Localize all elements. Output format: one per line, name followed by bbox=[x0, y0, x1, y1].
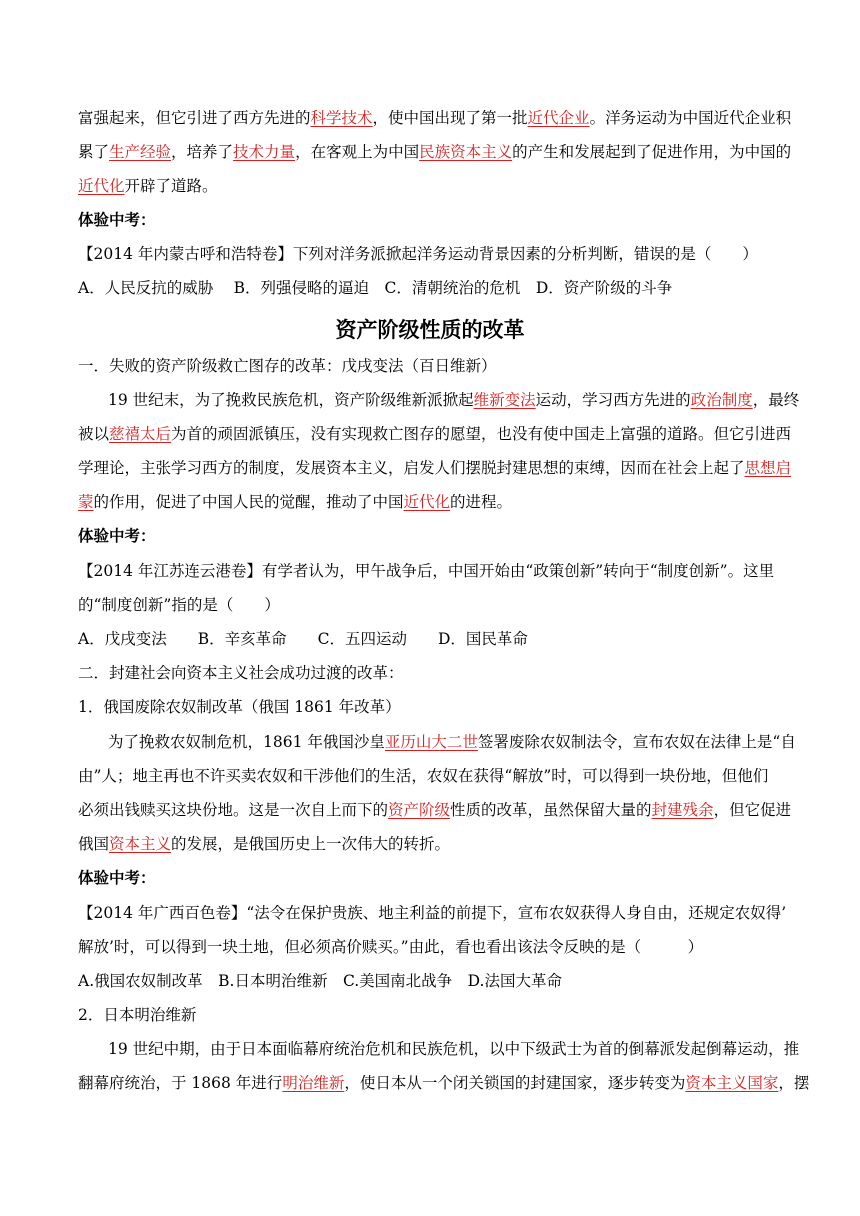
highlight-term: 慈禧太后 bbox=[109, 425, 172, 443]
highlight-term: 维新变法 bbox=[473, 391, 536, 409]
text: ，但它促进 bbox=[713, 801, 792, 819]
text: ，在客观上为中国 bbox=[295, 143, 420, 161]
highlight-term: 生产经验 bbox=[109, 143, 172, 161]
subsection-title: 1．俄国废除农奴制改革（俄国 1861 年改革） bbox=[78, 698, 401, 716]
exam-options: A.俄国农奴制改革 B.日本明治维新 C.美国南北战争 D.法国大革命 bbox=[78, 972, 562, 990]
text: 的作用，促进了中国人民的觉醒，推动了中国 bbox=[93, 493, 404, 511]
exam-question bbox=[78, 244, 758, 264]
text: ，最终 bbox=[752, 391, 800, 409]
paragraph-line: 由”人；地主再也不许买卖农奴和干涉他们的生活，农奴在获得“解放”时，可以得到一块份地，但他们 bbox=[78, 767, 769, 785]
highlight-term: 近代企业 bbox=[527, 109, 590, 127]
highlight-term: 技术力量 bbox=[233, 143, 296, 161]
text: 为首的顽固派镇压，没有实现救亡图存的愿望，也没有使中国走上富强的道路。但它引进西 bbox=[171, 425, 792, 443]
highlight-term: 资本主义国家 bbox=[685, 1074, 779, 1092]
text: 为了挽救农奴制危机，1861 年俄国沙皇 bbox=[108, 733, 385, 751]
highlight-term: 封建残余 bbox=[651, 801, 714, 819]
text: 被以 bbox=[78, 425, 110, 443]
exam-question: 解放’时，可以得到一块土地，但必须高价赎买。”由此，看也看出该法令反映的是（ ） bbox=[78, 938, 704, 956]
text: 的进程。 bbox=[450, 493, 513, 511]
text: 19 世纪末，为了挽救民族危机，资产阶级维新派掀起 bbox=[108, 391, 474, 409]
exam-question: 的“制度创新”指的是（ ） bbox=[78, 596, 280, 614]
text: ，使中国出现了第一批 bbox=[372, 109, 528, 127]
highlight-term: 思想启 bbox=[744, 459, 792, 477]
paragraph-line bbox=[78, 108, 791, 128]
highlight-term: 蒙 bbox=[78, 493, 94, 511]
text: ，摆 bbox=[778, 1074, 810, 1092]
text: 的发展，是俄国历史上一次伟大的转折。 bbox=[171, 835, 451, 853]
exam-label: 体验中考： bbox=[78, 210, 156, 229]
exam-question: 【2014 年广西百色卷】“法令在保护贵族、地主利益的前提下，宣布农奴获得人身自由，还规定农奴得’ bbox=[78, 904, 787, 922]
highlight-term: 近代化 bbox=[78, 177, 125, 195]
exam-label: 体验中考： bbox=[78, 868, 156, 887]
paragraph-line bbox=[78, 492, 512, 512]
part-title: 一．失败的资产阶级救亡图存的改革：戊戌变法（百日维新） bbox=[78, 357, 497, 375]
text: 的产生和发展起到了促进作用，为中国的 bbox=[512, 143, 792, 161]
text: ，培养了 bbox=[171, 143, 234, 161]
exam-label: 体验中考： bbox=[78, 526, 156, 545]
paragraph-line bbox=[78, 800, 791, 820]
paragraph-line bbox=[78, 1073, 809, 1093]
subsection-title: 2．日本明治维新 bbox=[78, 1006, 197, 1024]
highlight-term: 民族资本主义 bbox=[419, 143, 513, 161]
text: 开辟了道路。 bbox=[124, 177, 218, 195]
highlight-term: 政治制度 bbox=[690, 391, 753, 409]
paragraph-line bbox=[78, 176, 218, 196]
paragraph-line bbox=[108, 732, 796, 752]
paragraph-line bbox=[78, 424, 791, 444]
highlight-term: 近代化 bbox=[403, 493, 451, 511]
exam-question: 【2014 年江苏连云港卷】有学者认为，甲午战争后，中国开始由“政策创新”转向于“制度创新”。这里 bbox=[78, 562, 775, 580]
text: 运动，学习西方先进的 bbox=[535, 391, 691, 409]
text: 。洋务运动为中国近代企业积 bbox=[589, 109, 792, 127]
text: 必须出钱赎买这块份地。这是一次自上而下的 bbox=[78, 801, 389, 819]
text: 累了 bbox=[78, 143, 110, 161]
text: 翻幕府统治，于 1868 年进行 bbox=[78, 1074, 283, 1092]
text: 俄国 bbox=[78, 835, 110, 853]
section-heading: 资产阶级性质的改革 bbox=[335, 318, 525, 342]
exam-options: A．戊戌变法 B．辛亥革命 C．五四运动 D．国民革命 bbox=[78, 630, 528, 648]
part-title: 二．封建社会向资本主义社会成功过渡的改革： bbox=[78, 664, 404, 682]
paragraph-line bbox=[108, 390, 799, 410]
text: 性质的改革，虽然保留大量的 bbox=[450, 801, 652, 819]
exam-options: A．人民反抗的威胁 B．列强侵略的逼迫 C．清朝统治的危机 D．资产阶级的斗争 bbox=[78, 279, 673, 297]
text: 学理论，主张学习西方的制度，发展资本主义，启发人们摆脱封建思想的束缚，因而在社会上起了 bbox=[78, 459, 745, 477]
highlight-term: 科学技术 bbox=[310, 109, 373, 127]
text: ，使日本从一个闭关锁国的封建国家，逐步转变为 bbox=[344, 1074, 686, 1092]
highlight-term: 亚历山大二世 bbox=[384, 733, 478, 751]
highlight-term: 资产阶级 bbox=[388, 801, 451, 819]
paragraph-line bbox=[78, 142, 791, 162]
paragraph-line bbox=[78, 458, 791, 478]
highlight-term: 明治维新 bbox=[282, 1074, 345, 1092]
highlight-term: 资本主义 bbox=[109, 835, 172, 853]
question-text: 下列对洋务派掀起洋务运动背景因素的分析判断，错误的是（ ） bbox=[292, 245, 758, 263]
paragraph-line bbox=[78, 834, 450, 854]
paragraph-line: 19 世纪中期，由于日本面临幕府统治危机和民族危机，以中下级武士为首的倒幕派发起倒幕运动，推 bbox=[108, 1040, 800, 1058]
question-source: 【2014 年内蒙古呼和浩特卷】 bbox=[78, 245, 293, 263]
text: 富强起来，但它引进了西方先进的 bbox=[78, 109, 311, 127]
text: 签署废除农奴制法令，宣布农奴在法律上是“自 bbox=[477, 733, 796, 751]
